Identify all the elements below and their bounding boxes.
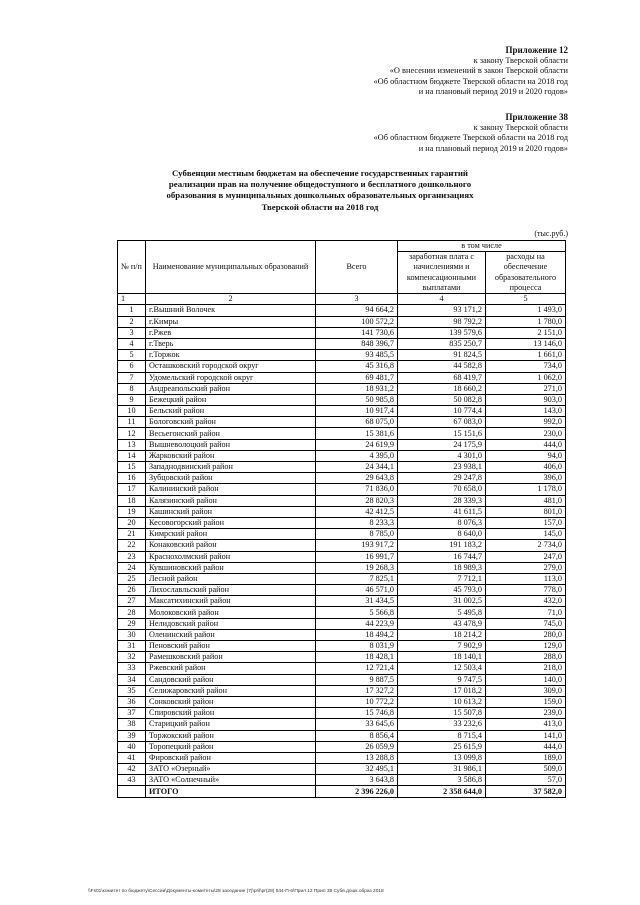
row-total: 19 268,3: [316, 562, 398, 573]
appendix-38-line: и на плановый период 2019 и 2020 годов»: [418, 143, 568, 153]
row-num: 16: [118, 473, 146, 484]
total-expenses: 37 582,0: [486, 786, 566, 797]
row-salary: 45 793,0: [398, 585, 486, 596]
row-expenses: 271,0: [486, 383, 566, 394]
row-num: 34: [118, 674, 146, 685]
row-name: г.Торжок: [146, 350, 316, 361]
row-total: 9 887,5: [316, 674, 398, 685]
row-name: Вышневолоцкий район: [146, 439, 316, 450]
row-total: 10 772,2: [316, 696, 398, 707]
col-number: 2: [146, 294, 316, 305]
table-row: [118, 752, 566, 763]
row-name: Пеновский район: [146, 641, 316, 652]
table-row: [118, 529, 566, 540]
row-expenses: 509,0: [486, 764, 566, 775]
table-row: [118, 462, 566, 473]
row-name: г.Тверь: [146, 338, 316, 349]
row-total: 26 059,9: [316, 741, 398, 752]
row-total: 69 481,7: [316, 372, 398, 383]
header-salary: заработная плата с начислениями и компенсационными выплатами: [398, 252, 486, 294]
col-number: 4: [398, 294, 486, 305]
row-total: 24 619,9: [316, 439, 398, 450]
row-expenses: 1 780,0: [486, 316, 566, 327]
appendix-12-line: к закону Тверской области: [473, 55, 568, 65]
appendix-12-line: «Об областном бюджете Тверской области на 2018 год: [373, 76, 568, 86]
row-total: 10 917,4: [316, 406, 398, 417]
row-salary: 70 658,0: [398, 484, 486, 495]
row-total: 45 316,8: [316, 361, 398, 372]
row-name: Спировский район: [146, 708, 316, 719]
table-row: [118, 394, 566, 405]
row-salary: 18 140,1: [398, 652, 486, 663]
table-row: [118, 439, 566, 450]
table-row: [118, 775, 566, 786]
row-num: 10: [118, 406, 146, 417]
row-salary: 23 938,1: [398, 462, 486, 473]
row-salary: 5 495,8: [398, 607, 486, 618]
table-row: [118, 674, 566, 685]
row-name: Осташковский городской округ: [146, 361, 316, 372]
row-total: 31 434,5: [316, 596, 398, 607]
row-salary: 28 339,3: [398, 495, 486, 506]
row-total: 28 820,3: [316, 495, 398, 506]
row-name: Андреапольский район: [146, 383, 316, 394]
row-salary: 25 615,9: [398, 741, 486, 752]
row-name: Ржевский район: [146, 663, 316, 674]
appendix-38-line: к закону Тверской области: [473, 122, 568, 132]
row-salary: 31 002,5: [398, 596, 486, 607]
table-row: [118, 618, 566, 629]
row-expenses: 1 661,0: [486, 350, 566, 361]
row-expenses: 309,0: [486, 685, 566, 696]
row-num: 30: [118, 629, 146, 640]
col-number: 3: [316, 294, 398, 305]
row-num: 36: [118, 696, 146, 707]
subsidies-table: [117, 240, 566, 798]
row-total: 3 643,8: [316, 775, 398, 786]
row-expenses: 159,0: [486, 696, 566, 707]
row-total: 18 931,2: [316, 383, 398, 394]
table-row: [118, 495, 566, 506]
row-expenses: 113,0: [486, 573, 566, 584]
row-salary: 91 824,5: [398, 350, 486, 361]
row-salary: 8 076,3: [398, 517, 486, 528]
row-name: Оленинский район: [146, 629, 316, 640]
header-total: Всего: [316, 241, 398, 294]
row-total: 141 730,6: [316, 327, 398, 338]
row-num: 26: [118, 585, 146, 596]
row-expenses: 903,0: [486, 394, 566, 405]
row-salary: 7 902,9: [398, 641, 486, 652]
row-total: 42 412,5: [316, 506, 398, 517]
row-salary: 31 986,1: [398, 764, 486, 775]
row-salary: 15 151,6: [398, 428, 486, 439]
row-num: 1: [118, 305, 146, 316]
appendix-38-title: Приложение 38: [505, 112, 568, 122]
row-num: 33: [118, 663, 146, 674]
row-name: Рамешковский район: [146, 652, 316, 663]
table-row: [118, 484, 566, 495]
row-expenses: 1 178,0: [486, 484, 566, 495]
row-name: Сонковский район: [146, 696, 316, 707]
row-total: 68 075,0: [316, 417, 398, 428]
row-name: г.Вышний Волочек: [146, 305, 316, 316]
row-salary: 18 660,2: [398, 383, 486, 394]
row-salary: 41 611,5: [398, 506, 486, 517]
row-total: 32 495,1: [316, 764, 398, 775]
row-salary: 29 247,8: [398, 473, 486, 484]
row-expenses: 157,0: [486, 517, 566, 528]
row-total: 18 428,1: [316, 652, 398, 663]
row-total: 44 223,9: [316, 618, 398, 629]
table-row: [118, 719, 566, 730]
row-num: 35: [118, 685, 146, 696]
row-expenses: 143,0: [486, 406, 566, 417]
row-num: 27: [118, 596, 146, 607]
row-num: 25: [118, 573, 146, 584]
row-num: 29: [118, 618, 146, 629]
appendix-12-block: [373, 45, 568, 98]
row-expenses: 230,0: [486, 428, 566, 439]
row-name: Молоковский район: [146, 607, 316, 618]
row-name: Максатихинский район: [146, 596, 316, 607]
table-row: [118, 562, 566, 573]
row-expenses: 280,0: [486, 629, 566, 640]
total-salary: 2 358 644,0: [398, 786, 486, 797]
row-expenses: 2 151,0: [486, 327, 566, 338]
row-name: Краснохолмский район: [146, 551, 316, 562]
row-num: 14: [118, 450, 146, 461]
row-num: 17: [118, 484, 146, 495]
row-name: Сандовский район: [146, 674, 316, 685]
row-salary: 15 507,8: [398, 708, 486, 719]
row-name: Лихославльский район: [146, 585, 316, 596]
header-expenses: расходы на обеспечение образовательного процесса: [486, 252, 566, 294]
row-name: Кувшиновский район: [146, 562, 316, 573]
row-num: 3: [118, 327, 146, 338]
row-total: 93 485,5: [316, 350, 398, 361]
row-salary: 191 183,2: [398, 540, 486, 551]
col-number: 5: [486, 294, 566, 305]
row-total: 8 856,4: [316, 730, 398, 741]
row-total: 8 031,9: [316, 641, 398, 652]
row-name: Фировский район: [146, 752, 316, 763]
row-total: 100 572,2: [316, 316, 398, 327]
table-row: [118, 685, 566, 696]
row-salary: 835 250,7: [398, 338, 486, 349]
appendix-12-line: и на плановый период 2019 и 2020 годов»: [418, 87, 568, 97]
row-name: Бологовский район: [146, 417, 316, 428]
table-body: [118, 305, 566, 786]
row-total: 12 721,4: [316, 663, 398, 674]
row-num: 28: [118, 607, 146, 618]
row-salary: 67 083,0: [398, 417, 486, 428]
row-name: Весьегонский район: [146, 428, 316, 439]
row-expenses: 247,0: [486, 551, 566, 562]
row-name: Торопецкий район: [146, 741, 316, 752]
row-num: 15: [118, 462, 146, 473]
row-num: 32: [118, 652, 146, 663]
row-expenses: 432,0: [486, 596, 566, 607]
row-total: 13 288,8: [316, 752, 398, 763]
row-total: 17 327,2: [316, 685, 398, 696]
row-expenses: 1 062,0: [486, 372, 566, 383]
row-num: 43: [118, 775, 146, 786]
table-row: [118, 473, 566, 484]
row-total: 193 917,2: [316, 540, 398, 551]
row-expenses: 778,0: [486, 585, 566, 596]
row-total: 33 645,6: [316, 719, 398, 730]
row-total: 16 991,7: [316, 551, 398, 562]
row-expenses: 413,0: [486, 719, 566, 730]
row-expenses: 71,0: [486, 607, 566, 618]
row-num: 42: [118, 764, 146, 775]
row-total: 29 643,8: [316, 473, 398, 484]
row-expenses: 444,0: [486, 741, 566, 752]
row-total: 5 566,8: [316, 607, 398, 618]
row-salary: 17 018,2: [398, 685, 486, 696]
file-path-footer: \\Fs01\комитет по бюджету\Сессии\Документы-комитеты\28 заседание (7)\pril\pr(28) 544-П-6\Прил 12 Прил 38 Субв.дошк.образ 2018: [88, 889, 384, 894]
row-salary: 4 301,0: [398, 450, 486, 461]
row-expenses: 94,0: [486, 450, 566, 461]
table-row: [118, 406, 566, 417]
row-salary: 16 744,7: [398, 551, 486, 562]
row-name: Жарковский район: [146, 450, 316, 461]
row-expenses: 745,0: [486, 618, 566, 629]
table-row: [118, 696, 566, 707]
title-line: Субвенции местным бюджетам на обеспечение государственных гарантий: [172, 168, 468, 178]
row-num: 38: [118, 719, 146, 730]
row-expenses: 57,0: [486, 775, 566, 786]
total-label: ИТОГО: [146, 786, 316, 797]
table-row: [118, 663, 566, 674]
row-salary: 93 171,2: [398, 305, 486, 316]
row-total: 15 746,8: [316, 708, 398, 719]
table-row: [118, 361, 566, 372]
table-row: [118, 383, 566, 394]
row-total: 15 381,6: [316, 428, 398, 439]
row-num: 40: [118, 741, 146, 752]
table-row: [118, 585, 566, 596]
row-total: 8 233,3: [316, 517, 398, 528]
row-name: Зубцовский район: [146, 473, 316, 484]
row-name: г.Ржев: [146, 327, 316, 338]
row-total: 24 344,1: [316, 462, 398, 473]
appendix-12-title: Приложение 12: [505, 45, 568, 55]
table-row: [118, 327, 566, 338]
table-row: [118, 652, 566, 663]
row-num: 37: [118, 708, 146, 719]
row-num: 21: [118, 529, 146, 540]
row-num: 6: [118, 361, 146, 372]
row-num: 23: [118, 551, 146, 562]
row-num: 39: [118, 730, 146, 741]
row-salary: 50 082,8: [398, 394, 486, 405]
row-salary: 33 232,6: [398, 719, 486, 730]
row-salary: 24 175,9: [398, 439, 486, 450]
row-num: 22: [118, 540, 146, 551]
table-row: [118, 540, 566, 551]
total-row: [118, 786, 566, 797]
header-num: № п/п: [118, 241, 146, 294]
row-total: 4 395,0: [316, 450, 398, 461]
row-name: Бельский район: [146, 406, 316, 417]
row-salary: 98 792,2: [398, 316, 486, 327]
table-row: [118, 708, 566, 719]
row-expenses: 992,0: [486, 417, 566, 428]
table-row: [118, 551, 566, 562]
table-row: [118, 428, 566, 439]
row-name: Западнодвинский район: [146, 462, 316, 473]
row-num: 41: [118, 752, 146, 763]
row-salary: 8 715,4: [398, 730, 486, 741]
row-expenses: 140,0: [486, 674, 566, 685]
table-row: [118, 506, 566, 517]
row-name: Удомельский городской округ: [146, 372, 316, 383]
appendix-12-line: «О внесении изменений в закон Тверской области: [389, 66, 568, 76]
row-name: ЗАТО «Солнечный»: [146, 775, 316, 786]
row-num: 19: [118, 506, 146, 517]
row-num: 12: [118, 428, 146, 439]
row-expenses: 1 493,0: [486, 305, 566, 316]
table-row: [118, 607, 566, 618]
table-row: [118, 641, 566, 652]
row-name: Конаковский район: [146, 540, 316, 551]
row-total: 71 836,0: [316, 484, 398, 495]
table-row: [118, 305, 566, 316]
row-total: 94 664,2: [316, 305, 398, 316]
row-num: 18: [118, 495, 146, 506]
row-expenses: 801,0: [486, 506, 566, 517]
row-expenses: 141,0: [486, 730, 566, 741]
title-line: Тверской области на 2018 год: [261, 201, 379, 212]
row-num: 4: [118, 338, 146, 349]
table-row: [118, 517, 566, 528]
table-row: [118, 730, 566, 741]
row-expenses: 288,0: [486, 652, 566, 663]
row-salary: 7 712,1: [398, 573, 486, 584]
row-name: г.Кимры: [146, 316, 316, 327]
table-row: [118, 450, 566, 461]
header-including: в том числе: [398, 241, 566, 252]
appendix-38-line: «Об областном бюджете Тверской области на 2018 год: [373, 133, 568, 143]
row-salary: 10 774,4: [398, 406, 486, 417]
table-row: [118, 764, 566, 775]
row-salary: 18 989,3: [398, 562, 486, 573]
row-total: 7 825,1: [316, 573, 398, 584]
row-name: Торжокский район: [146, 730, 316, 741]
table-row: [118, 372, 566, 383]
row-salary: 10 613,2: [398, 696, 486, 707]
row-expenses: 145,0: [486, 529, 566, 540]
row-expenses: 279,0: [486, 562, 566, 573]
row-total: 50 985,8: [316, 394, 398, 405]
row-total: 848 396,7: [316, 338, 398, 349]
row-num: 13: [118, 439, 146, 450]
row-salary: 3 586,8: [398, 775, 486, 786]
row-name: Калининский район: [146, 484, 316, 495]
row-num: 24: [118, 562, 146, 573]
row-salary: 13 099,8: [398, 752, 486, 763]
title-line: реализации прав на получение общедоступного и бесплатного дошкольного: [168, 179, 472, 190]
row-num: 9: [118, 394, 146, 405]
row-num: 20: [118, 517, 146, 528]
title-line: образования в муниципальных дошкольных образовательных организациях: [166, 190, 474, 201]
row-name: Кимрский район: [146, 529, 316, 540]
row-salary: 139 579,6: [398, 327, 486, 338]
table-row: [118, 596, 566, 607]
row-num: 31: [118, 641, 146, 652]
row-num: 2: [118, 316, 146, 327]
row-expenses: 444,0: [486, 439, 566, 450]
row-expenses: 239,0: [486, 708, 566, 719]
row-name: Калязинский район: [146, 495, 316, 506]
row-name: Кашинский район: [146, 506, 316, 517]
row-expenses: 129,0: [486, 641, 566, 652]
table-row: [118, 741, 566, 752]
row-total: 46 571,0: [316, 585, 398, 596]
row-expenses: 189,0: [486, 752, 566, 763]
row-expenses: 218,0: [486, 663, 566, 674]
row-num: 5: [118, 350, 146, 361]
row-salary: 18 214,2: [398, 629, 486, 640]
row-salary: 43 478,9: [398, 618, 486, 629]
table-row: [118, 573, 566, 584]
col-number: 1: [118, 294, 146, 305]
row-salary: 9 747,5: [398, 674, 486, 685]
row-name: Старицкий район: [146, 719, 316, 730]
table-row: [118, 316, 566, 327]
row-salary: 68 419,7: [398, 372, 486, 383]
row-salary: 8 640,0: [398, 529, 486, 540]
row-expenses: 13 146,0: [486, 338, 566, 349]
row-expenses: 734,0: [486, 361, 566, 372]
row-total: 18 494,2: [316, 629, 398, 640]
row-name: Селижаровский район: [146, 685, 316, 696]
document-title: [150, 168, 490, 213]
row-expenses: 396,0: [486, 473, 566, 484]
table-row: [118, 338, 566, 349]
row-name: Кесовогорский район: [146, 517, 316, 528]
row-num: 11: [118, 417, 146, 428]
row-total: 8 785,0: [316, 529, 398, 540]
row-salary: 12 503,4: [398, 663, 486, 674]
row-num: 8: [118, 383, 146, 394]
header-name: Наименование муниципальных образований: [146, 241, 316, 294]
total-sum: 2 396 226,0: [316, 786, 398, 797]
row-num: 7: [118, 372, 146, 383]
table-row: [118, 350, 566, 361]
row-expenses: 481,0: [486, 495, 566, 506]
appendix-38-block: [373, 112, 568, 154]
table-row: [118, 629, 566, 640]
table-row: [118, 417, 566, 428]
row-expenses: 2 734,0: [486, 540, 566, 551]
unit-label: (тыс.руб.): [534, 229, 568, 238]
total-num-cell: [118, 786, 146, 797]
row-name: Бежецкий район: [146, 394, 316, 405]
row-name: ЗАТО «Озерный»: [146, 764, 316, 775]
row-salary: 44 582,8: [398, 361, 486, 372]
row-name: Нелидовский район: [146, 618, 316, 629]
row-expenses: 406,0: [486, 462, 566, 473]
row-name: Лесной район: [146, 573, 316, 584]
